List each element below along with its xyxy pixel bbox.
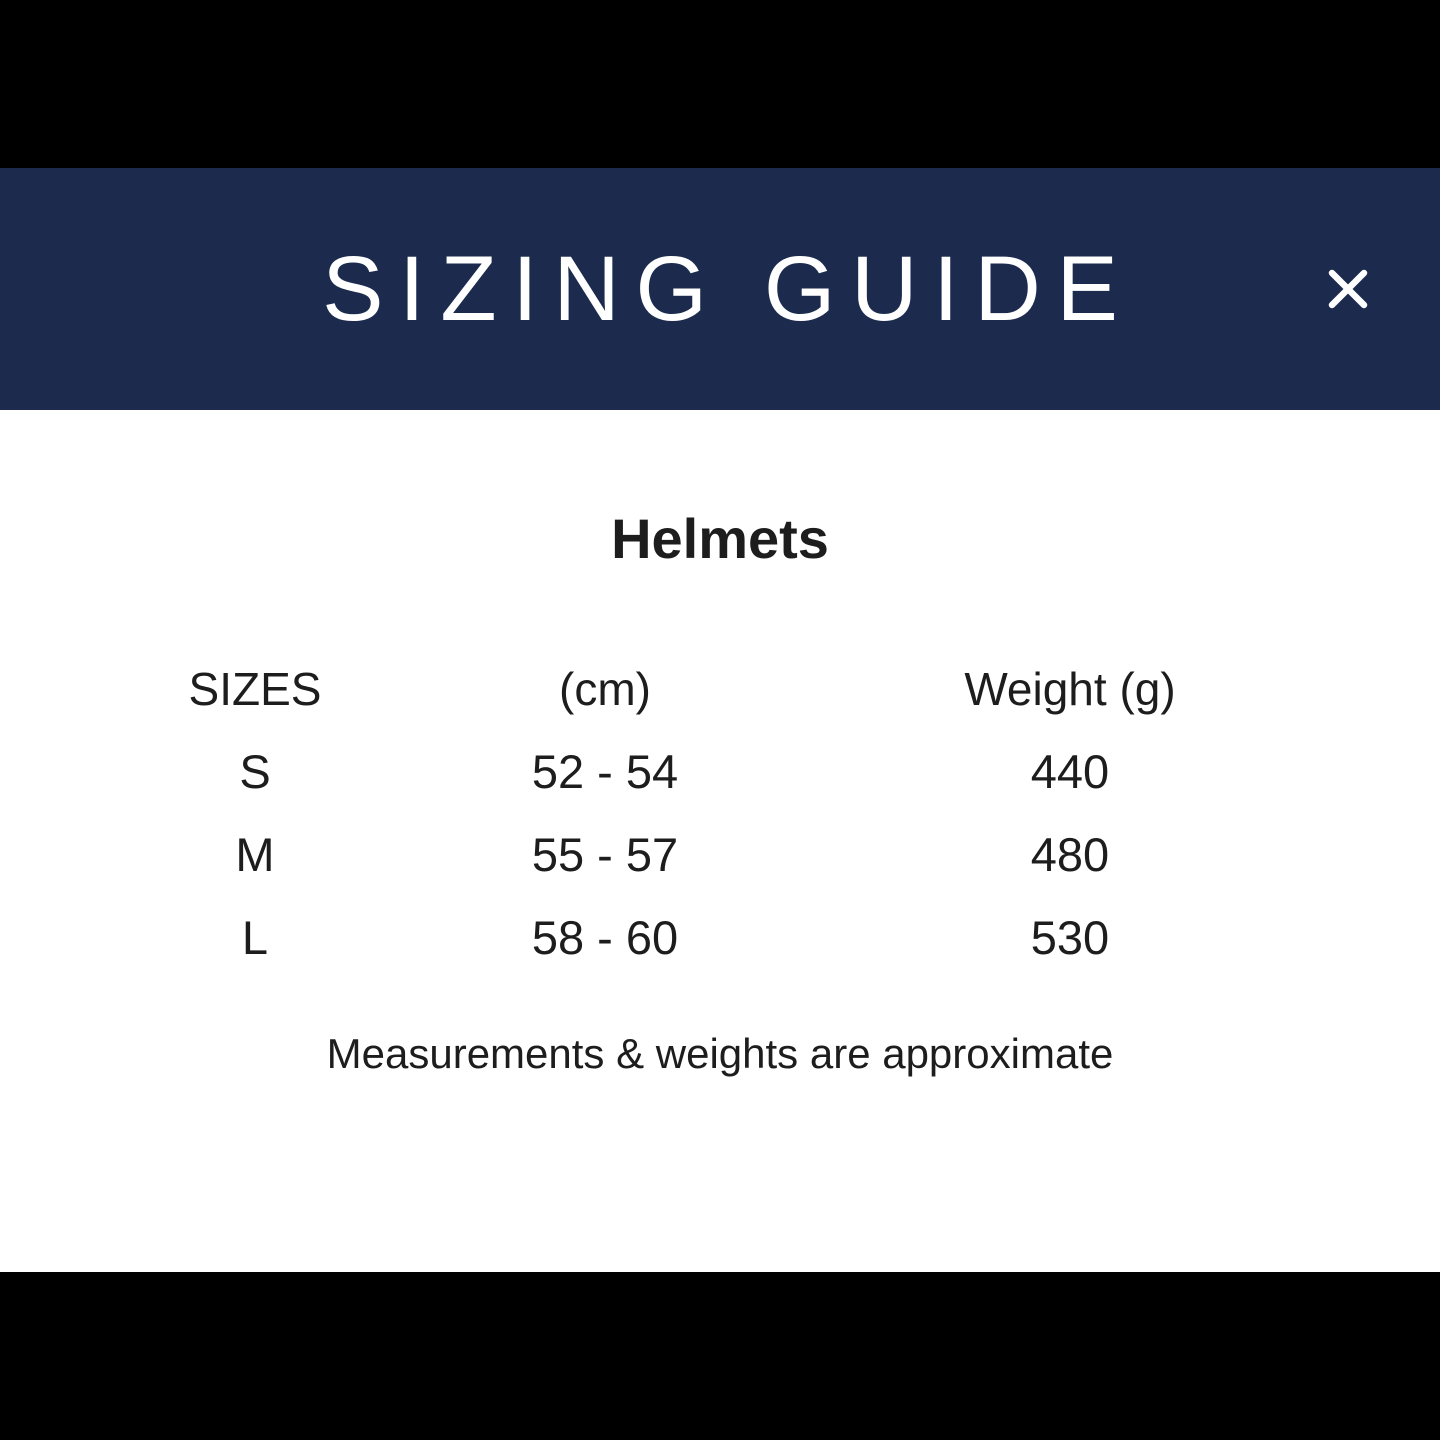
close-button[interactable] xyxy=(1318,259,1378,319)
table-row-weight: 480 xyxy=(1030,828,1110,881)
column-header-sizes: SIZES xyxy=(188,662,322,715)
column-header-weight: Weight (g) xyxy=(964,662,1176,715)
product-category-heading: Helmets xyxy=(611,507,829,570)
x-close-icon xyxy=(1325,266,1371,312)
table-row-size: S xyxy=(239,745,271,798)
table-row-size: M xyxy=(235,828,275,881)
sizing-guide-body xyxy=(0,410,1440,1272)
table-row-weight: 440 xyxy=(1030,745,1110,798)
column-header-cm: (cm) xyxy=(559,662,651,715)
sizing-table xyxy=(150,647,1290,979)
table-row-cm: 55 - 57 xyxy=(531,828,679,881)
table-row-cm: 58 - 60 xyxy=(531,911,679,964)
table-row-size: L xyxy=(241,911,269,964)
table-row-weight: 530 xyxy=(1030,911,1110,964)
modal-title: SIZING GUIDE xyxy=(322,237,1134,340)
sizing-guide-header xyxy=(0,168,1440,410)
table-row-cm: 52 - 54 xyxy=(531,745,679,798)
footnote-text: Measurements & weights are approximate xyxy=(326,1030,1114,1077)
